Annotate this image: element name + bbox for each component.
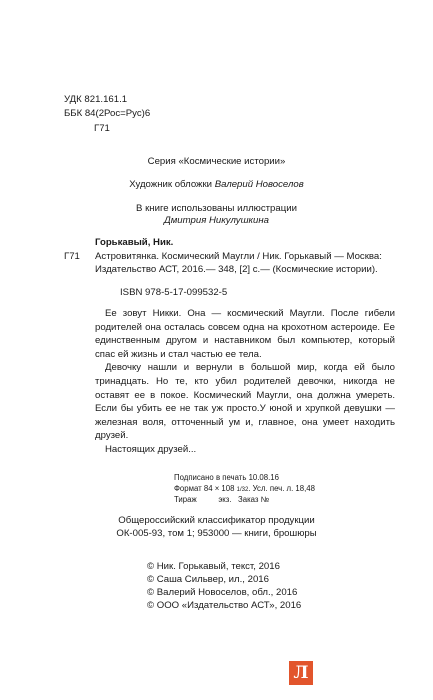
classifier-line-2: ОК-005-93, том 1; 953000 — книги, брошюры	[116, 528, 317, 539]
annotation-paragraph: Настоящих друзей...	[105, 443, 197, 455]
bib-author-mark: Г71	[64, 251, 80, 262]
format-fraction: 1/32	[236, 487, 249, 493]
author-mark: Г71	[94, 123, 110, 134]
annotation-paragraph: Ее зовут Никки. Она — космический Маугли. После гибели родителей она осталась совсем одна на крохотном астероиде. Ее единственным другом и наставником был компьютер, который спас ей жизнь и стал частью ее тела.	[95, 308, 395, 360]
copyright-line: © Валерий Новоселов, обл., 2016	[147, 587, 298, 598]
bib-description-line-2: Издательство АСТ, 2016.— 348, [2] с.— (Космические истории).	[95, 264, 378, 275]
print-signed: Подписано в печать 10.08.16	[174, 473, 279, 482]
udk-code: УДК 821.161.1	[64, 94, 128, 105]
author-heading: Горькавый, Ник.	[95, 237, 174, 248]
copyright-line: © ООО «Издательство АСТ», 2016	[147, 600, 302, 611]
illustrations-label: В книге использованы иллюстрации	[136, 203, 297, 214]
annotation-paragraph: Девочку нашли и вернули в большой мир, когда ей было тринадцать. Но те, кто убил родителей девочки, никогда не оставят ее в покое. Космический Маугли, она должна умереть. Если бы убить ее не так уж просто.У юной и хрупкой девушки — железная воля, отточенный ум и, главное, она умеет находить друзей.	[95, 362, 395, 442]
bbk-code: ББК 84(2Рос=Рус)6	[64, 108, 151, 119]
annotation	[95, 307, 395, 457]
classifier-line-1: Общероссийский классификатор продукции	[118, 515, 315, 526]
copyright-line: © Саша Сильвер, ил., 2016	[147, 574, 269, 585]
format-prefix: Формат 84 × 108	[174, 484, 237, 493]
print-format	[174, 484, 315, 495]
cover-artist-label: Художник обложки	[129, 179, 215, 190]
format-suffix: . Усл. печ. л. 18,48	[248, 484, 315, 493]
copyright-line: © Ник. Горькавый, текст, 2016	[147, 561, 280, 572]
series-line: Серия «Космические истории»	[147, 156, 286, 167]
cover-artist-name: Валерий Новоселов	[214, 179, 304, 190]
bib-description-line-1: Астровитянка. Космический Маугли / Ник. Горькавый — Москва:	[95, 251, 382, 262]
isbn: ISBN 978-5-17-099532-5	[120, 287, 228, 298]
publisher-logo: Л	[289, 661, 313, 685]
cover-artist-line	[0, 179, 433, 191]
print-run: Тираж экз. Заказ №	[174, 495, 270, 504]
illustrator-name: Дмитрия Никулушкина	[163, 215, 270, 226]
